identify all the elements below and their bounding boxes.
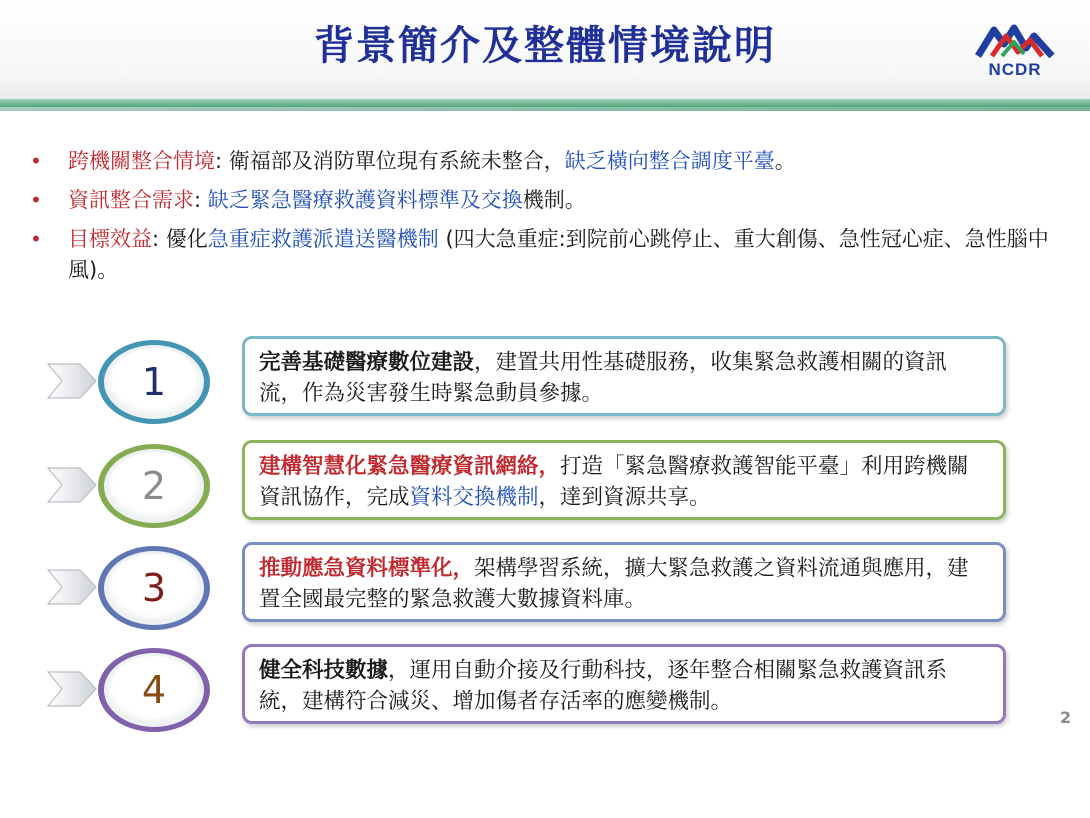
- step-text-segment: 推動應急資料標準化，: [259, 556, 475, 581]
- step-item-3: [46, 542, 1016, 642]
- step-text-segment: ，達到資源共享。: [538, 485, 711, 510]
- bullet-item: [28, 146, 1068, 177]
- step-number: 2: [141, 464, 167, 508]
- step-text-box: [242, 644, 1006, 724]
- bullet-text-segment: 缺乏橫向整合調度平臺: [564, 149, 775, 173]
- step-item-2: [46, 440, 1016, 540]
- step-text-segment: 建構智慧化緊急醫療資訊網絡，: [259, 454, 561, 479]
- chevron-arrow-icon: [46, 362, 98, 400]
- bullet-text-segment: (四大急重症:到院前心跳停止、重大創傷、急性冠心症、急性腦中風)。: [68, 227, 1049, 282]
- bullet-text-segment: 跨機關整合情境: [68, 149, 215, 173]
- bullet-dot-icon: •: [30, 188, 42, 212]
- bullet-text-segment: 。: [774, 149, 796, 173]
- step-number: 1: [141, 360, 167, 404]
- chevron-arrow-icon: [46, 466, 98, 504]
- step-text-segment: 架構學習系統，擴大緊急救護之資料流通與應用，建置全國最完整的緊急救護大數據資料庫。: [259, 556, 969, 612]
- ncdr-logo: [972, 22, 1058, 82]
- bullet-text-segment: : 優化: [152, 227, 208, 251]
- step-text-segment: ，運用自動介接及行動科技，逐年整合相關緊急救護資訊系統，建構符合減災、增加傷者存活率的應變機制。: [259, 658, 948, 714]
- bullet-text-segment: :: [194, 188, 208, 212]
- bullet-text-segment: 缺乏緊急醫療救護資料標準及交換: [207, 188, 523, 212]
- bullet-text-segment: 目標效益: [68, 227, 152, 251]
- step-text-segment: 健全科技數據: [259, 658, 389, 683]
- header-band-highlight: [0, 107, 1090, 111]
- bullet-item: [28, 224, 1068, 286]
- logo-mark-icon: [972, 22, 1058, 62]
- step-number: 3: [141, 566, 167, 610]
- page-number: 2: [1060, 708, 1072, 727]
- bullet-dot-icon: •: [30, 149, 42, 173]
- bullet-item: [28, 185, 1068, 216]
- step-text-box: [242, 542, 1006, 622]
- bullet-text-segment: 急重症救護派遣送醫機制: [207, 227, 439, 251]
- step-text-segment: 資料交換機制: [409, 485, 539, 510]
- logo-text: NCDR: [988, 60, 1042, 79]
- step-text-box: [242, 336, 1006, 416]
- step-text-segment: ，建置共用性基礎服務，收集緊急救護相關的資訊流，作為災害發生時緊急動員參據。: [259, 350, 948, 406]
- step-text-segment: 完善基礎醫療數位建設: [259, 350, 475, 375]
- chevron-arrow-icon: [46, 670, 98, 708]
- step-item-1: [46, 336, 1016, 436]
- slide-header: [0, 0, 1090, 100]
- step-text-box: [242, 440, 1006, 520]
- bullet-dot-icon: •: [30, 227, 42, 251]
- step-number: 4: [141, 668, 167, 712]
- step-text-segment: 打造「緊急醫療救護智能平臺」利用跨機關資訊協作，完成: [259, 454, 969, 510]
- bullet-text-segment: : 衛福部及消防單位現有系統未整合，: [215, 149, 565, 173]
- bullet-text-segment: 資訊整合需求: [68, 188, 194, 212]
- bullet-text-segment: 機制。: [522, 188, 586, 212]
- bullet-list: [28, 146, 1068, 294]
- chevron-arrow-icon: [46, 568, 98, 606]
- step-item-4: [46, 644, 1016, 744]
- page-title: 背景簡介及整體情境說明: [314, 23, 776, 69]
